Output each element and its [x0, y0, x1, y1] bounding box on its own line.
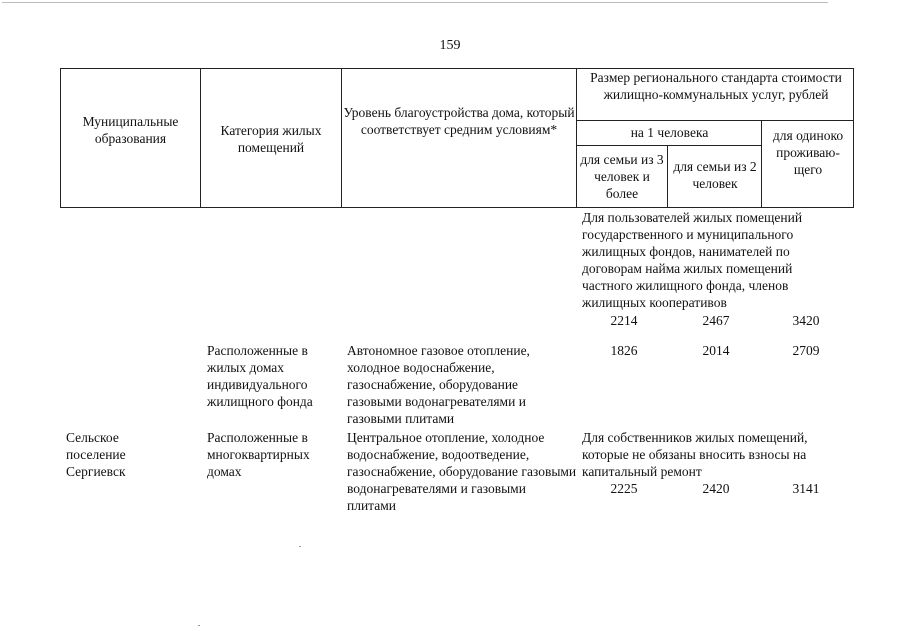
row1-category: Расположенные в жилых домах индивидуального жилищного фонда: [207, 343, 313, 409]
header-family-3: для семьи из 3 человек и более: [580, 152, 664, 201]
row1-level: Автономное газовое отопление, холодное водоснабжение, газоснабжение, оборудование газовыми водонагревателями и газовыми плитами: [347, 343, 530, 426]
note-users: Для пользователей жилых помещений государственного и муниципального жилищных фондов, нанимателей по договорам найма жилых помещений частного жилищного фонда, членов жилищных кооперативов: [582, 210, 803, 310]
value-users-family3: 2214: [610, 313, 638, 328]
header-category: Категория жилых помещений: [220, 123, 322, 155]
scan-speck: [299, 546, 301, 547]
page-top-edge: [2, 2, 828, 3]
note-owners: Для собственников жилых помещений, которые не обязаны вносить взносы на капитальный ремонт: [582, 430, 808, 479]
page-number: 159: [439, 38, 461, 53]
row1-value-family3: 1826: [610, 343, 638, 358]
row2-value-family3: 2225: [610, 481, 638, 496]
header-family-2: для семьи из 2 человек: [673, 159, 757, 191]
header-level: Уровень благоустройства дома, который соответствует средним условиям*: [343, 105, 575, 137]
scan-speck: [198, 625, 200, 626]
header-per-person: на 1 человека: [630, 125, 709, 140]
row2-value-family2: 2420: [702, 481, 730, 496]
value-users-single: 3420: [792, 313, 820, 328]
row2-level: Центральное отопление, холодное водоснабжение, водоотведение, газоснабжение, оборудование газовыми водонагревателями и газовыми плитами: [347, 430, 577, 513]
row2-value-single: 3141: [792, 481, 820, 496]
header-single: для одиноко проживаю-щего: [772, 128, 844, 177]
row1-value-family2: 2014: [702, 343, 730, 358]
header-standard-size: Размер регионального стандарта стоимости жилищно-коммунальных услуг, рублей: [590, 70, 842, 102]
value-users-family2: 2467: [702, 313, 730, 328]
row1-value-single: 2709: [792, 343, 820, 358]
row2-municipality: Сельское поселение Сергиевск: [66, 430, 126, 479]
header-municipalities: Муниципальные образования: [82, 114, 179, 146]
row2-category: Расположенные в многоквартирных домах: [207, 430, 310, 479]
